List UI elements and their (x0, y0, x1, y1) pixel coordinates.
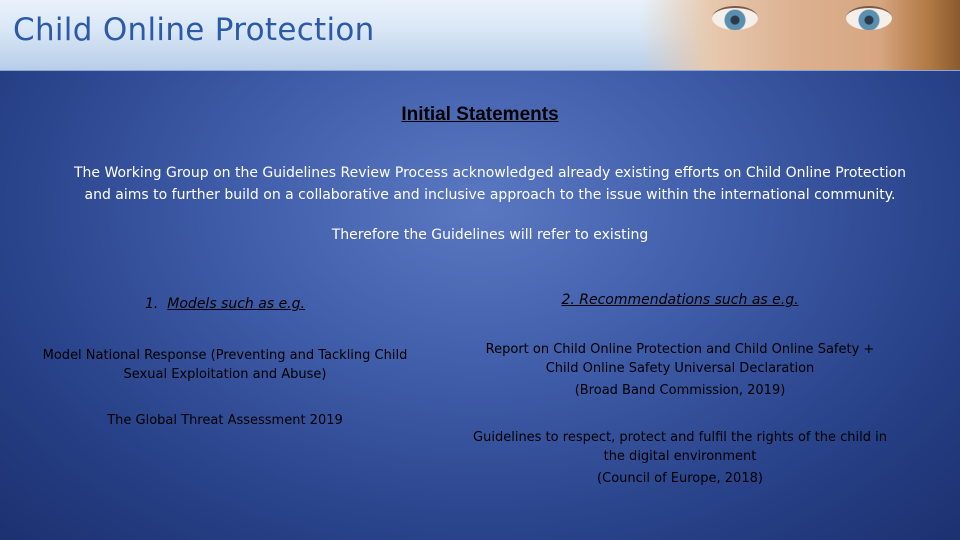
model-item: The Global Threat Assessment 2019 (107, 413, 343, 428)
header-banner (0, 0, 960, 71)
recommendation-item (470, 340, 890, 400)
child-face-photo (640, 0, 960, 70)
hair-shape (880, 0, 960, 70)
models-label: Models such as e.g. (167, 296, 305, 312)
models-heading (30, 296, 420, 312)
recommendation-text: Guidelines to respect, protect and fulfil the rights of the child in the digital environment (473, 430, 887, 464)
section-heading: Initial Statements (401, 104, 559, 125)
intro-paragraph (40, 162, 940, 206)
intro-line-2: and aims to further build on a collaborative and inclusive approach to the issue within the international community. (84, 187, 896, 203)
recommendation-item (470, 428, 890, 488)
recommendation-source: (Broad Band Commission, 2019) (574, 383, 786, 398)
recommendations-heading (470, 292, 890, 308)
model-item: Model National Response (Preventing and Tackling Child Sexual Exploitation and Abuse) (42, 348, 408, 382)
therefore-statement: Therefore the Guidelines will refer to existing (331, 227, 649, 243)
right-eye-shape (846, 6, 892, 30)
recommendation-text: Report on Child Online Protection and Child Online Safety + Child Online Safety Universal Declaration (485, 342, 875, 376)
intro-line-1: The Working Group on the Guidelines Review Process acknowledged already existing efforts on Child Online Protection (73, 165, 907, 181)
models-number: 1. (145, 296, 159, 312)
recommendations-label: 2. Recommendations such as e.g. (561, 292, 799, 308)
slide-title: Child Online Protection (13, 12, 375, 48)
recommendation-source: (Council of Europe, 2018) (597, 471, 763, 486)
left-eye-shape (712, 6, 758, 30)
